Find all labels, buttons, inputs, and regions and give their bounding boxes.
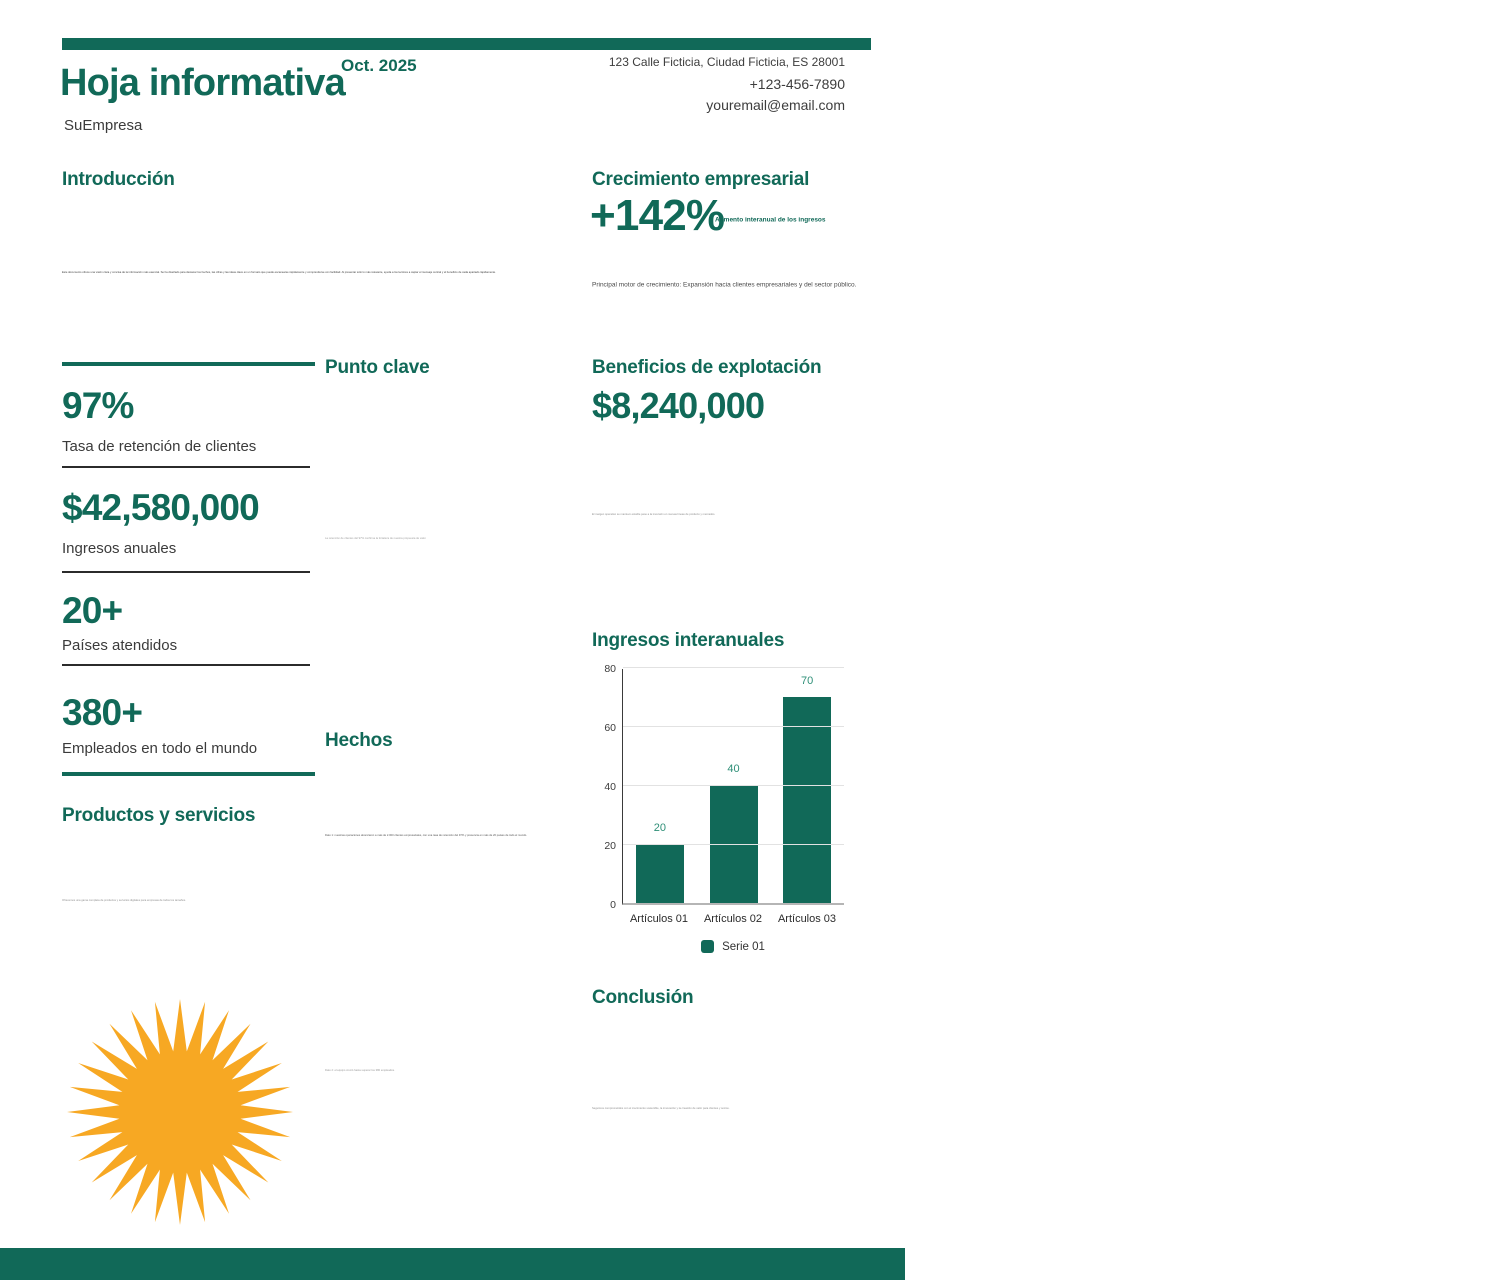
chart-bar xyxy=(783,697,831,904)
section-title-introduccion: Introducción xyxy=(62,169,175,190)
contact-address: 123 Calle Ficticia, Ciudad Ficticia, ES 28001 xyxy=(608,55,845,69)
chart-bar xyxy=(636,844,684,903)
stats-top-rule xyxy=(62,362,315,366)
beneficios-note: El margen operativo se mantuvo estable pese a la inversión en nuevas líneas de producto y mercados. xyxy=(592,512,716,516)
sunburst-icon xyxy=(66,998,294,1226)
chart-x-axis-labels xyxy=(622,913,844,925)
chart-plot xyxy=(622,669,844,905)
chart-y-tick-label: 40 xyxy=(604,781,616,793)
revenue-chart xyxy=(592,630,848,970)
beneficios-value: $8,240,000 xyxy=(592,385,765,426)
section-title-beneficios: Beneficios de explotación xyxy=(592,357,822,378)
section-title-conclusion: Conclusión xyxy=(592,987,694,1008)
hechos-body-2: Dato 2: el equipo creció hasta superar los 380 empleados. xyxy=(325,1068,395,1072)
section-title-punto-clave: Punto clave xyxy=(325,357,430,378)
section-title-crecimiento: Crecimiento empresarial xyxy=(592,169,810,190)
chart-bar-slot xyxy=(770,669,844,903)
chart-bar-slot xyxy=(697,669,771,903)
chart-x-tick-label: Artículos 01 xyxy=(629,913,689,925)
chart-y-tick-label: 0 xyxy=(610,899,616,911)
section-title-hechos: Hechos xyxy=(325,730,393,751)
stats-divider-2 xyxy=(62,571,310,573)
stats-divider-3 xyxy=(62,664,310,666)
stat-label-countries: Países atendidos xyxy=(62,637,178,654)
growth-value: +142% xyxy=(590,191,725,240)
chart-gridline xyxy=(623,785,844,786)
chart-gridline xyxy=(623,844,844,845)
chart-gridline xyxy=(623,726,844,727)
chart-bar-value-label: 40 xyxy=(727,763,740,775)
chart-bar-value-label: 70 xyxy=(801,674,814,687)
chart-x-tick-label: Artículos 03 xyxy=(777,913,837,925)
chart-bars xyxy=(623,669,844,903)
stat-value-employees: 380+ xyxy=(62,692,143,733)
chart-y-tick-label: 80 xyxy=(604,663,616,675)
contact-phone: +123-456-7890 xyxy=(749,76,845,92)
stat-value-revenue: $42,580,000 xyxy=(62,487,259,528)
growth-note: Principal motor de crecimiento: Expansión hacia clientes empresariales y del sector público. xyxy=(592,280,857,288)
chart-bar-value-label: 20 xyxy=(653,822,666,834)
legend-swatch-serie-01 xyxy=(701,940,714,953)
stat-label-employees: Empleados en todo el mundo xyxy=(62,740,258,757)
stats-divider-1 xyxy=(62,466,310,468)
growth-caption: Aumento interanual de los ingresos xyxy=(715,215,826,223)
bottom-accent-bar xyxy=(0,1248,905,1280)
stat-value-retention: 97% xyxy=(62,385,134,426)
section-title-productos: Productos y servicios xyxy=(62,805,256,826)
chart-legend xyxy=(622,940,844,953)
sun-graphic xyxy=(66,998,294,1226)
contact-email: youremail@email.com xyxy=(706,97,845,113)
issue-date: Oct. 2025 xyxy=(341,56,417,75)
sunburst-shape xyxy=(67,999,293,1225)
chart-y-tick-label: 60 xyxy=(604,722,616,734)
contact-block xyxy=(609,55,845,113)
hechos-body: Dato 1: nuestras operaciones alcanzaron a más de 2.000 clientes empresariales, con una tasa de retención del 97% y presencia en más de 20 países de todo el mundo. xyxy=(325,833,528,837)
stat-label-revenue: Ingresos anuales xyxy=(62,540,177,557)
chart-gridline xyxy=(623,667,844,668)
chart-y-axis xyxy=(592,663,616,911)
productos-body: Ofrecemos una gama completa de productos y servicios digitales para empresas de todos los tamaños. xyxy=(62,898,186,902)
chart-x-tick-label: Artículos 02 xyxy=(703,913,763,925)
chart-y-tick-label: 20 xyxy=(604,840,616,852)
chart-title: Ingresos interanuales xyxy=(592,630,785,651)
stat-value-countries: 20+ xyxy=(62,590,123,631)
page-title: Hoja informativa xyxy=(60,62,345,104)
top-accent-bar xyxy=(62,38,871,50)
punto-clave-body: La retención de clientes del 97% confirma la fortaleza de nuestra propuesta de valor. xyxy=(325,536,427,540)
conclusion-body: Seguimos comprometidos con el crecimiento sostenible, la innovación y la creación de valor para clientes y socios. xyxy=(592,1106,730,1110)
stat-label-retention: Tasa de retención de clientes xyxy=(62,438,257,455)
company-name: SuEmpresa xyxy=(64,117,143,134)
stats-bottom-rule xyxy=(62,772,315,776)
legend-label-serie-01: Serie 01 xyxy=(722,940,765,953)
chart-bar-slot xyxy=(623,669,697,903)
introduccion-body: Este documento ofrece una visión clara y concisa de la información más esencial. Se ha diseñado para destacar los hechos, las cifras y las ideas clave en un formato que puede escanearse rápidamente y comprenderse con facilidad. Al presentar sólo lo más relevante, ayuda a los lectores a captar el mensaje central y el beneficio de cada apartado rápidamente. xyxy=(62,270,496,274)
